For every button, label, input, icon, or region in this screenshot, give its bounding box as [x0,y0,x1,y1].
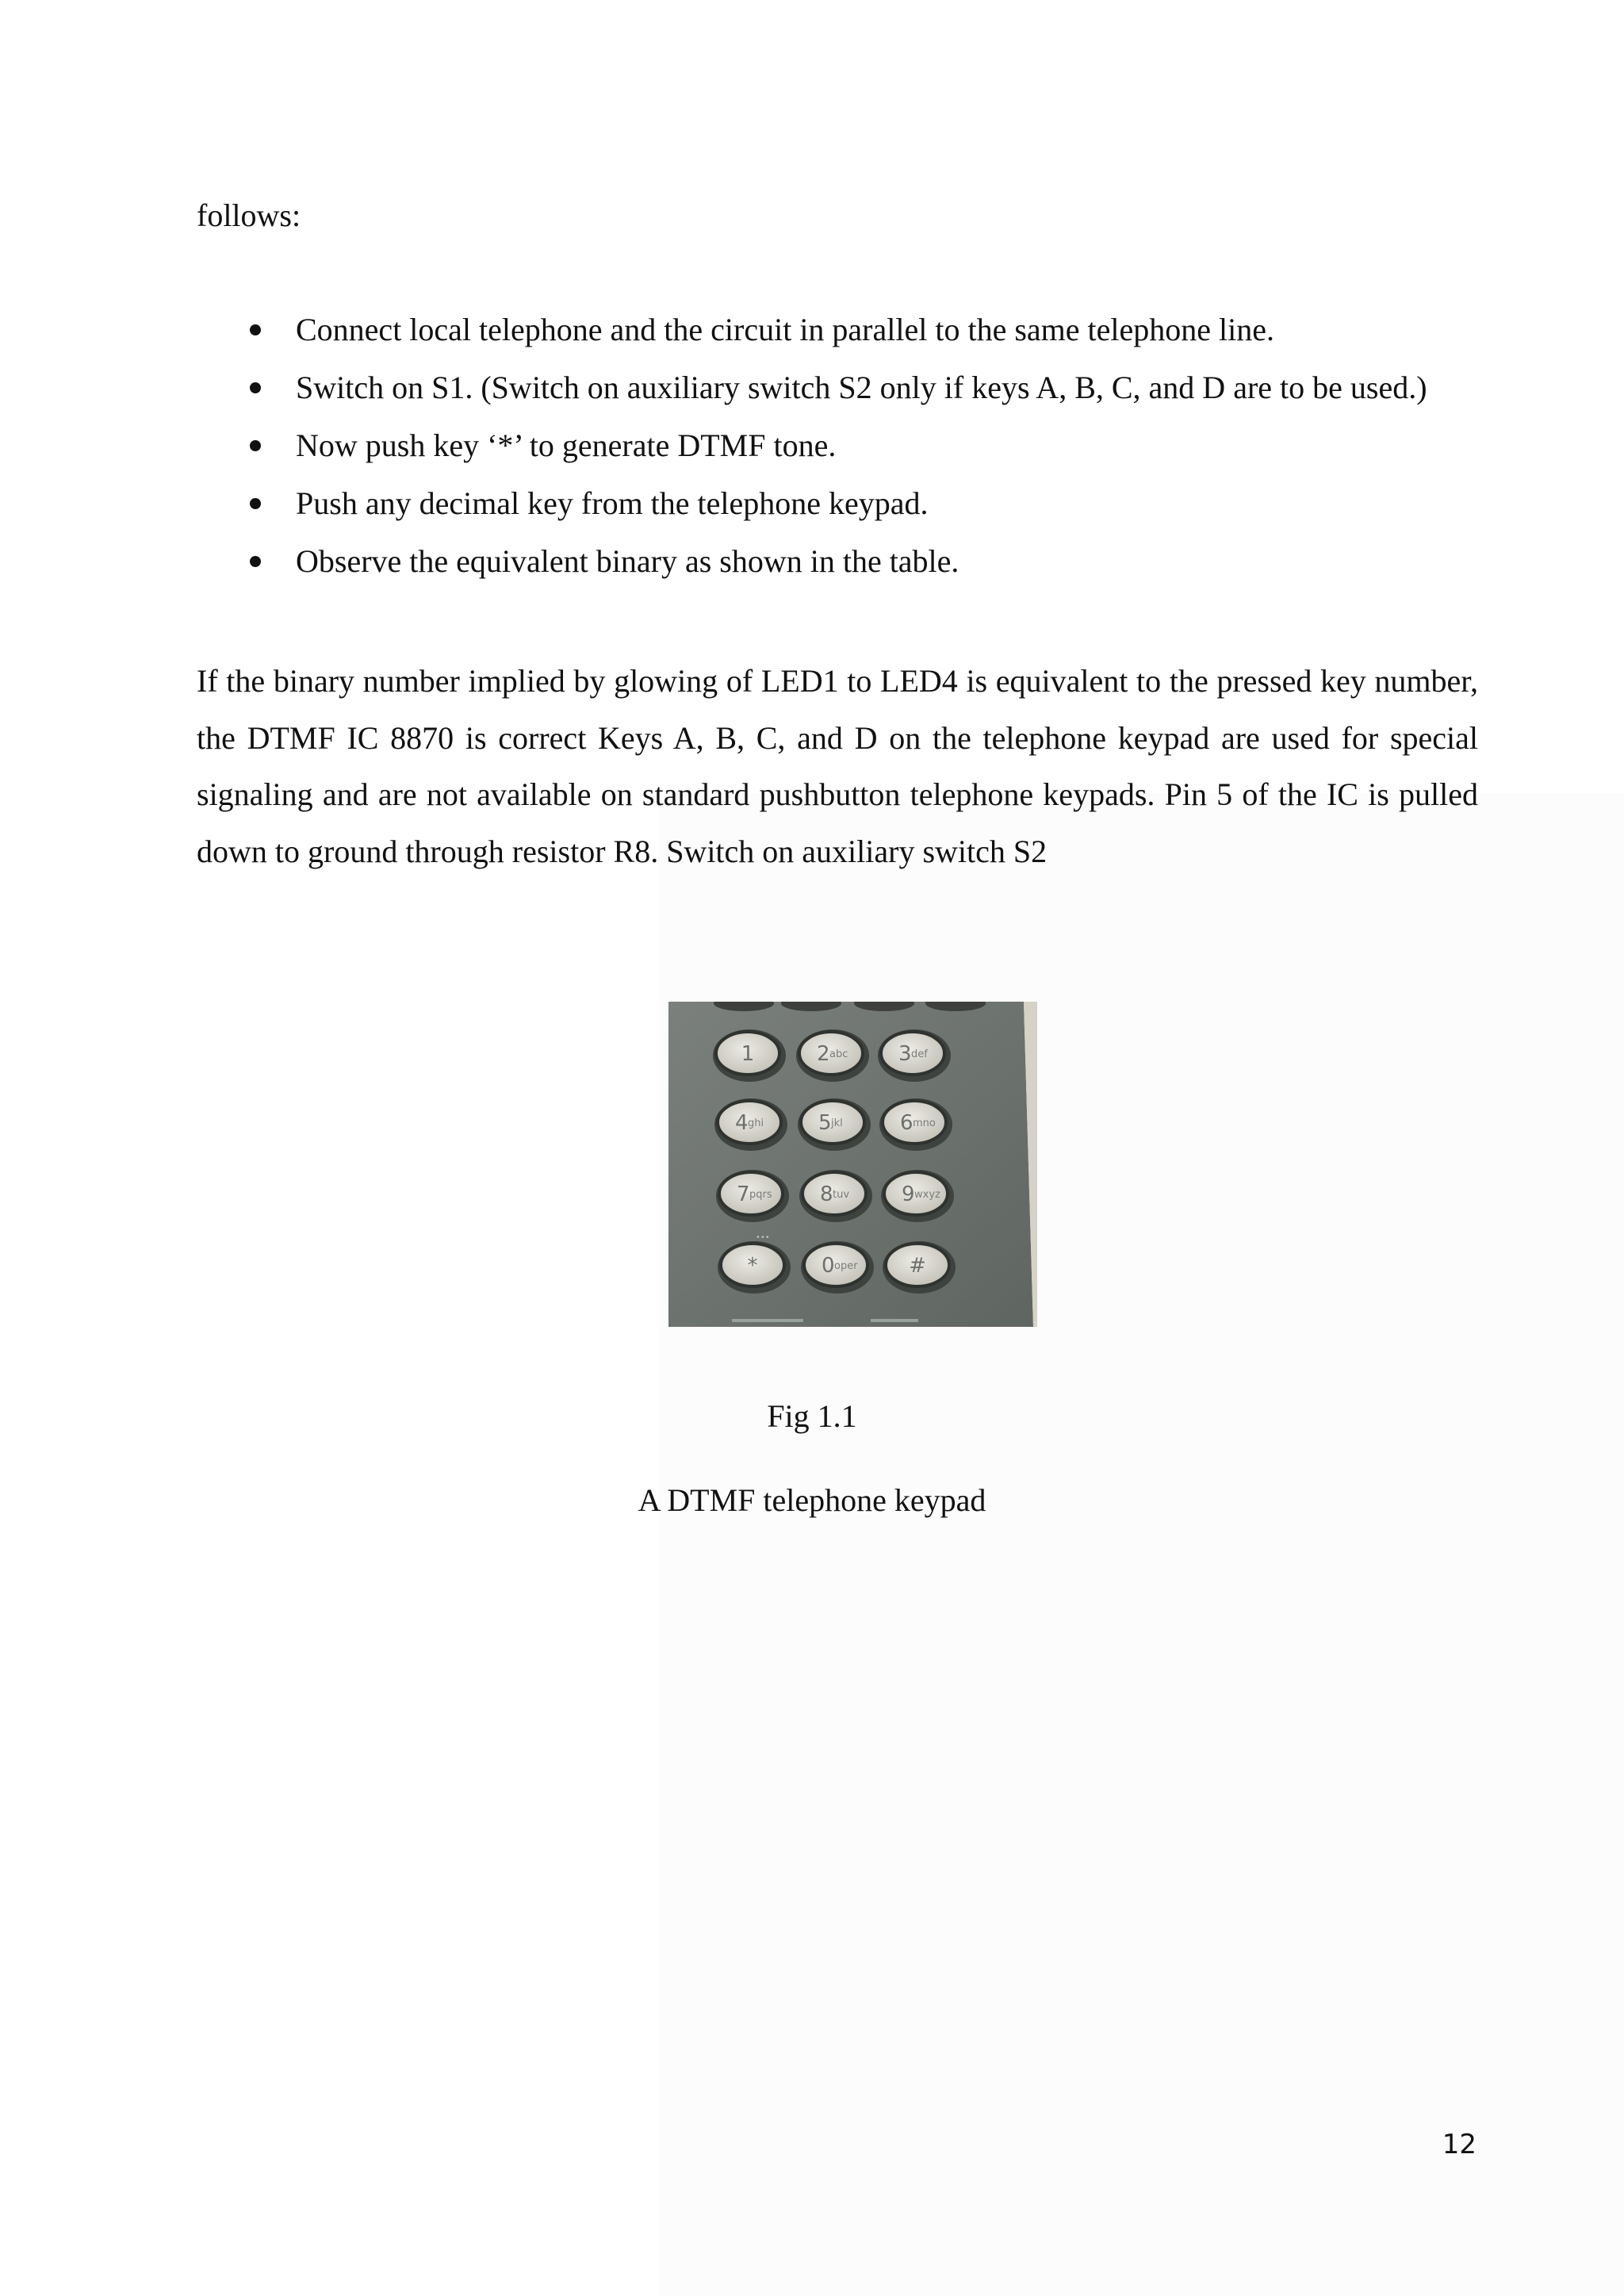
keypad-key-label: # [909,1254,926,1278]
keypad-photo [668,1002,1037,1327]
list-item: Switch on S1. (Switch on auxiliary switch S2 only if keys A, B, C, and D are to be used.) [197,358,1481,416]
keypad-key [713,1029,786,1082]
body-paragraph: If the binary number implied by glowing of LED1 to LED4 is equivalent to the pressed key number, the DTMF IC 8870 is correct Keys A, B, C, and D on the telephone keypad are used for special signaling and are not available on standard pushbutton telephone keypads. Pin 5 of the IC is pulled down to ground through resistor R8. Switch on auxiliary switch S2 [197,663,1478,869]
keypad-key-label: 8 [820,1182,833,1206]
keypad-key-letters: tuv [833,1189,850,1201]
figure-title: A DTMF telephone keypad [638,1482,986,1518]
keypad-key [718,1241,791,1294]
keypad-key-label: 3 [898,1042,912,1066]
keypad-key [714,1098,787,1151]
figure-caption: Fig 1.1 [767,1398,857,1434]
keypad-key-letters: wxyz [914,1189,940,1201]
keypad-key-letters: mno [913,1117,936,1129]
list-item: Now push key ‘*’ to generate DTMF tone. [197,416,1481,474]
keypad-key [878,1029,951,1082]
keypad-key-label: 7 [737,1182,750,1206]
keypad-key-letters: jkl [831,1117,843,1129]
keypad-key-letters: def [911,1048,928,1060]
list-item: Observe the equivalent binary as shown in the table. [197,532,1481,590]
list-item: Push any decimal key from the telephone keypad. [197,474,1481,532]
keypad-key [799,1170,872,1222]
keypad-key [796,1029,869,1082]
keypad-key-letters: pqrs [749,1189,772,1201]
instruction-list [197,301,1481,590]
intro-text: follows: [197,197,301,233]
keypad-key-label: 9 [902,1182,915,1206]
keypad-key-label: 1 [741,1042,755,1066]
list-item: Connect local telephone and the circuit in parallel to the same telephone line. [197,301,1481,358]
keypad-key-letters: oper [834,1260,858,1272]
keypad-key [798,1098,871,1151]
page-number: 12 [1442,2129,1477,2160]
keypad-key-label: 2 [817,1042,830,1066]
keypad-key-label: 6 [900,1111,914,1135]
keypad-key-label: 5 [818,1111,832,1135]
keypad-key [883,1241,956,1294]
keypad-key [801,1241,874,1294]
keypad-key [879,1098,952,1151]
keypad-key-letters: ghi [748,1117,764,1129]
keypad-key-label: 0 [822,1254,835,1278]
keypad-key-label: * [747,1254,758,1278]
keypad-key [716,1170,789,1222]
keypad-key-letters: abc [829,1048,848,1060]
keypad-key-label: 4 [735,1111,749,1135]
svg-text:•••: ••• [756,1233,770,1242]
keypad-key [881,1170,954,1222]
